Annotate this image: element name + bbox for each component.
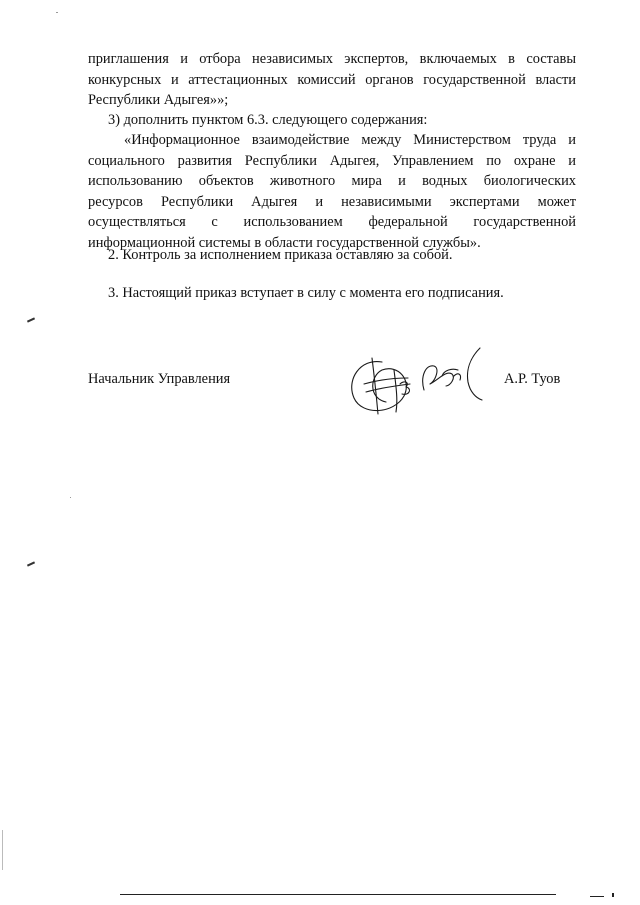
text-line: «Информационное взаимодействие между Министерством труда и bbox=[124, 132, 576, 148]
text-line: информационной системы в области государственной службы». bbox=[88, 234, 481, 251]
signatory-name: А.Р. Туов bbox=[504, 371, 561, 387]
text-line: использованию объектов животного мира и водных биологических bbox=[88, 173, 576, 190]
paragraph-continuation bbox=[88, 49, 576, 111]
handwritten-signature bbox=[342, 340, 492, 420]
text-line: конкурсных и аттестационных комиссий органов государственной власти bbox=[88, 71, 576, 88]
text-line: Республики Адыгея»»; bbox=[88, 92, 229, 109]
scan-speck bbox=[56, 12, 58, 13]
scan-speck bbox=[70, 497, 71, 498]
quote-paragraph bbox=[88, 130, 576, 254]
item-3-intro: 3) дополнить пунктом 6.3. следующего содержания: bbox=[108, 112, 428, 128]
text-line: ресурсов Республики Адыгея и независимыми экспертами может bbox=[88, 193, 576, 210]
text-line: социального развития Республики Адыгея, Управлением по охране и bbox=[88, 152, 576, 169]
scan-speck bbox=[2, 830, 3, 870]
point-3: 3. Настоящий приказ вступает в силу с момента его подписания. bbox=[108, 285, 504, 301]
signatory-position: Начальник Управления bbox=[88, 371, 231, 387]
scan-mark bbox=[27, 317, 35, 322]
point-2: 2. Контроль за исполнением приказа оставляю за собой. bbox=[108, 247, 453, 263]
page-fold-line bbox=[590, 896, 604, 897]
page-fold-line bbox=[612, 893, 614, 897]
page-fold-line bbox=[120, 894, 556, 895]
scan-mark bbox=[27, 561, 35, 566]
text-line: осуществляться с использованием федеральной государственной bbox=[88, 214, 576, 231]
text-line: приглашения и отбора независимых экспертов, включаемых в составы bbox=[88, 51, 576, 67]
